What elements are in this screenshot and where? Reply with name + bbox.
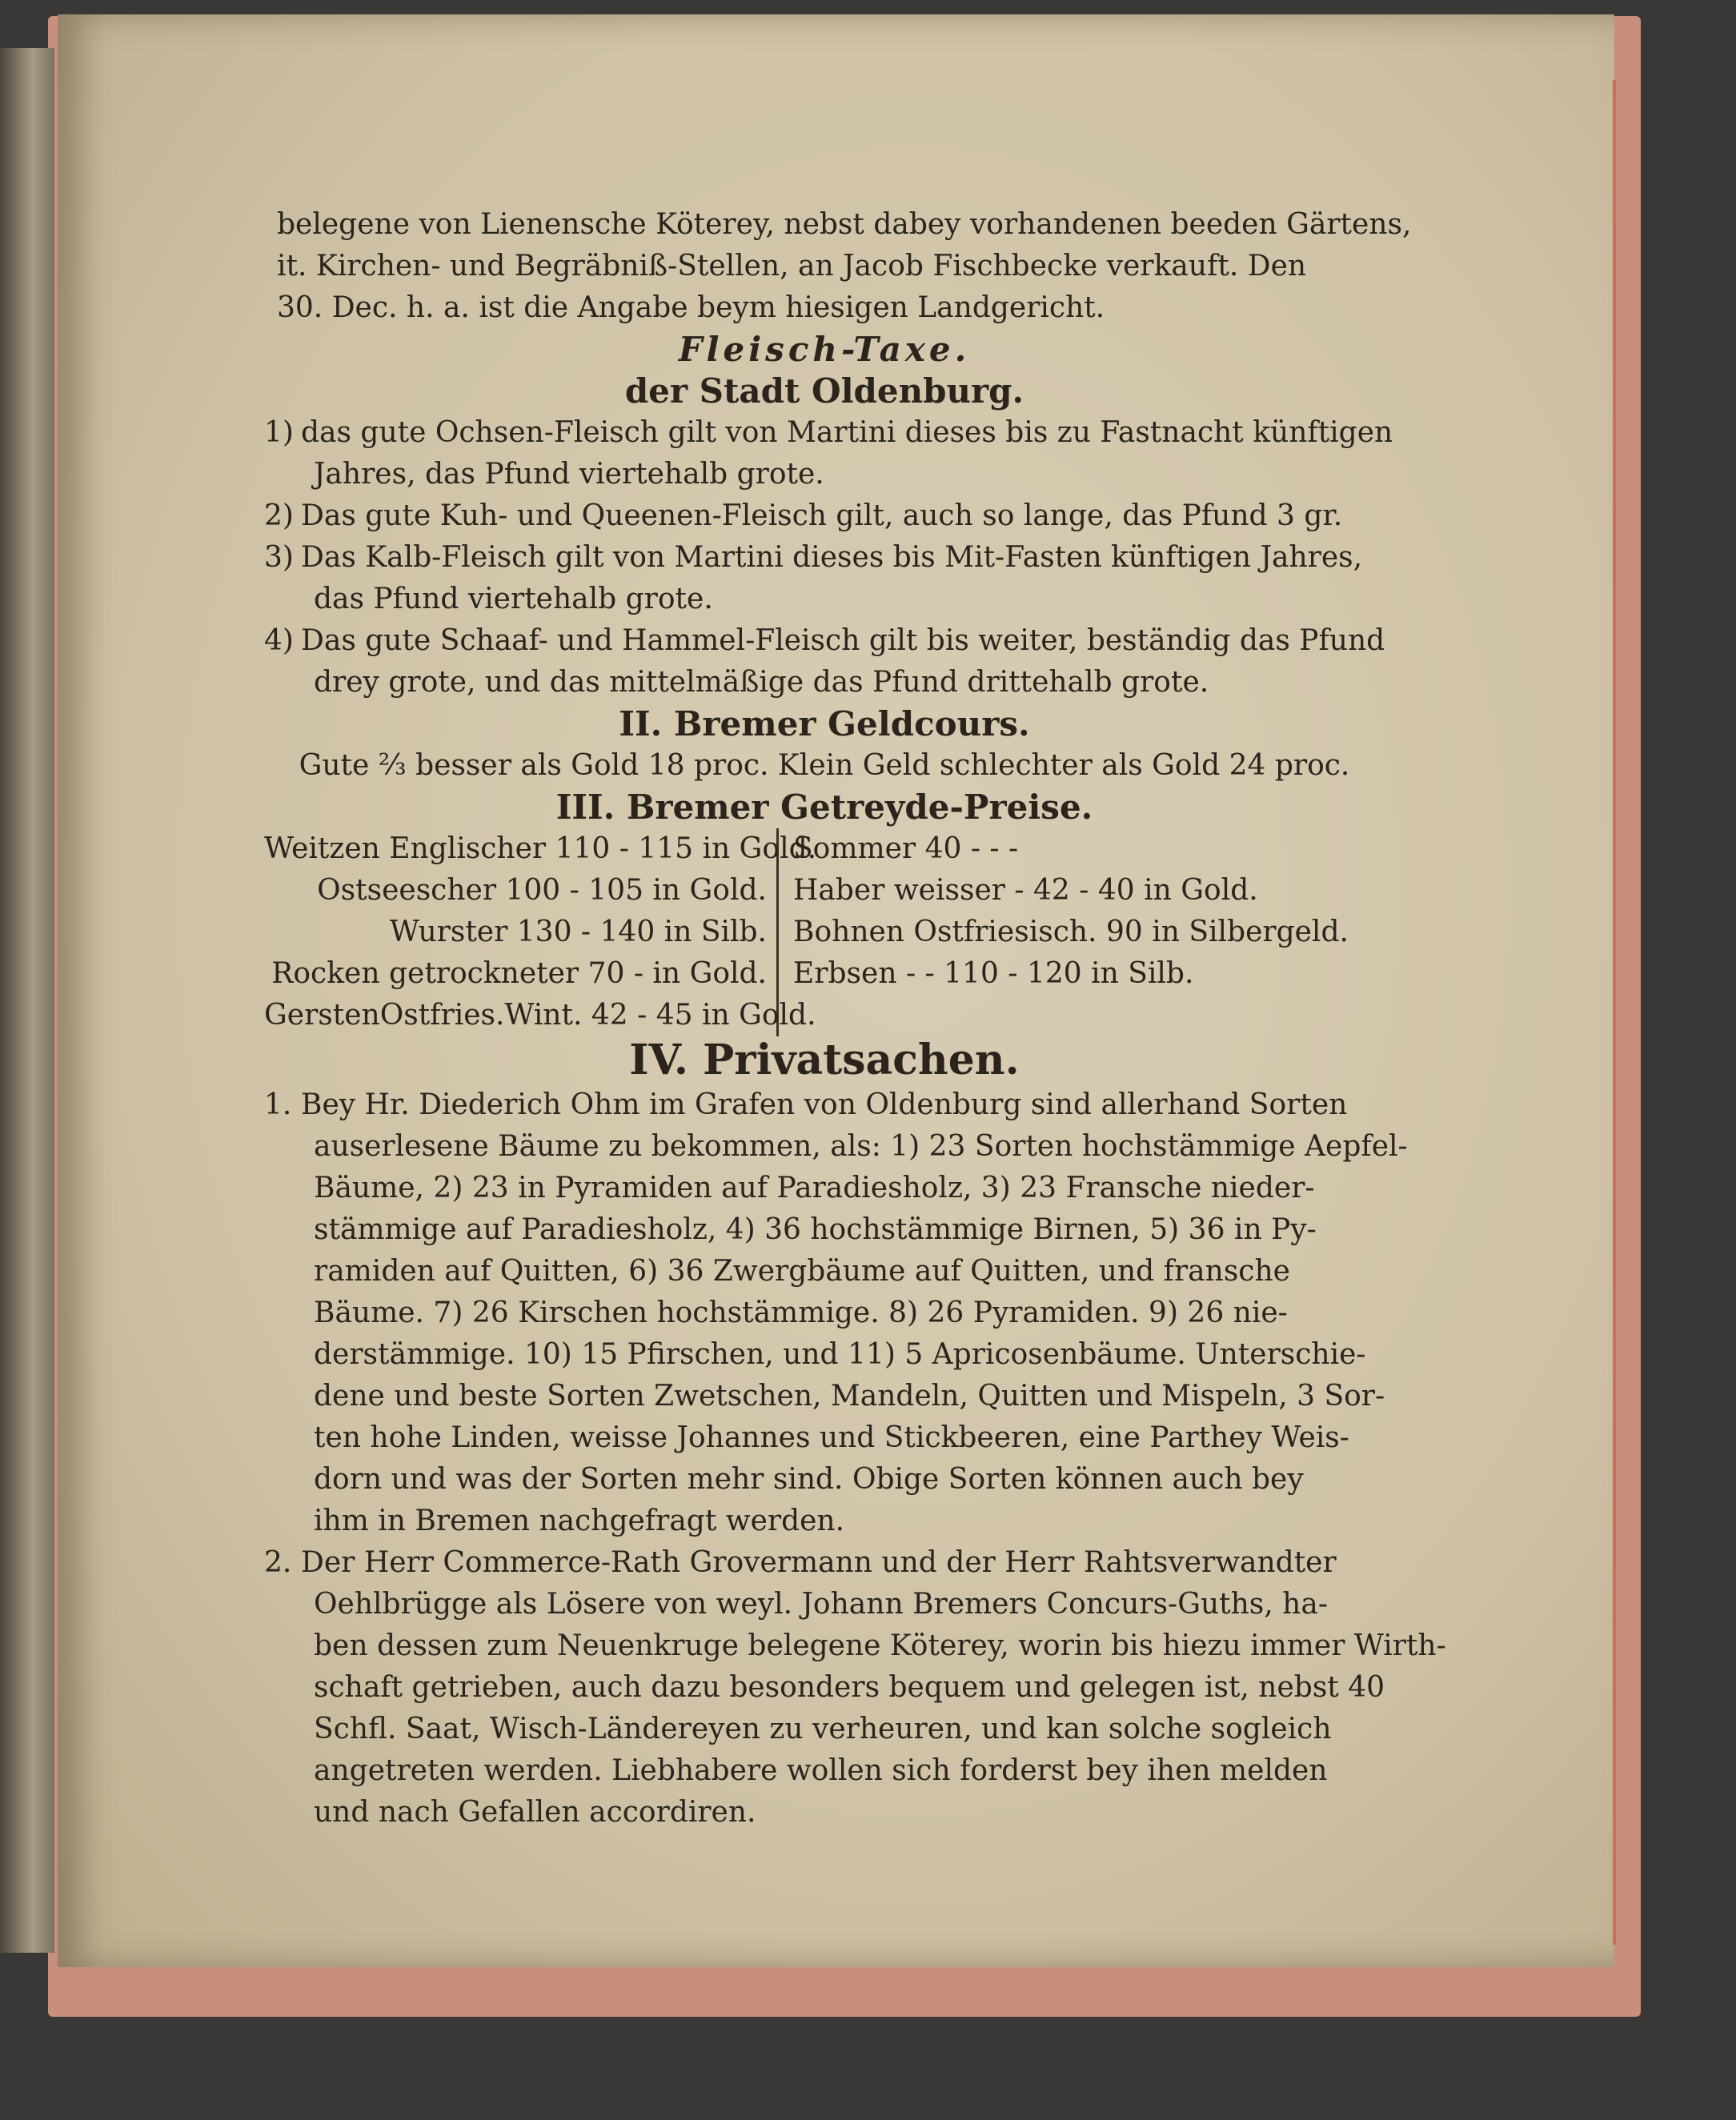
list-item xyxy=(264,1542,1385,1584)
price-column-right xyxy=(779,828,1385,1036)
item-number: 1. xyxy=(264,1088,292,1121)
list-item xyxy=(264,620,1385,662)
list-item xyxy=(264,537,1385,579)
item-number: 4) xyxy=(264,624,294,657)
geldcours-line: Gute ⅔ besser als Gold 18 proc. Klein Geld schlechter als Gold 24 proc. xyxy=(299,749,1350,782)
section-title-privatsachen: IV. Privatsachen. xyxy=(629,1036,1020,1084)
text-line: belegene von Lienensche Köterey, nebst dabey vorhandenen beeden Gärtens, xyxy=(277,208,1412,241)
price-row: Sommer 40 - - - xyxy=(793,832,1019,865)
item-text: Das gute Schaaf- und Hammel-Fleisch gilt bis weiter, beständig das Pfund xyxy=(301,624,1385,657)
price-row: Rocken getrockneter 70 - in Gold. xyxy=(271,957,767,990)
item-text: Bey Hr. Diederich Ohm im Grafen von Oldenburg sind allerhand Sorten xyxy=(301,1088,1348,1121)
item-text: das gute Ochsen-Fleisch gilt von Martini dieses bis zu Fastnacht künftigen xyxy=(301,416,1393,449)
item-text: Schfl. Saat, Wisch-Ländereyen zu verheuren, und kan solche sogleich xyxy=(314,1713,1332,1745)
item-text: dorn und was der Sorten mehr sind. Obige Sorten können auch bey xyxy=(314,1463,1304,1496)
item-text: derstämmige. 10) 15 Pfirschen, und 11) 5 Apricosenbäume. Unterschie- xyxy=(314,1338,1366,1371)
price-row: Ostseescher 100 - 105 in Gold. xyxy=(317,874,767,907)
section-title-getreyde: III. Bremer Getreyde-Preise. xyxy=(555,787,1093,827)
price-row: Erbsen - - 110 - 120 in Silb. xyxy=(793,957,1194,990)
item-text: Das gute Kuh- und Queenen-Fleisch gilt, auch so lange, das Pfund 3 gr. xyxy=(301,499,1343,532)
section-title-fleisch: Fleisch-Taxe. xyxy=(678,330,971,369)
item-text: Der Herr Commerce-Rath Grovermann und der Herr Rahtsverwandter xyxy=(301,1546,1337,1579)
item-number: 2. xyxy=(264,1546,292,1579)
price-table xyxy=(264,828,1385,1036)
item-number: 2) xyxy=(264,499,294,532)
item-text: und nach Gefallen accordiren. xyxy=(314,1796,756,1829)
item-number: 3) xyxy=(264,541,294,574)
item-text: stämmige auf Paradiesholz, 4) 36 hochstämmige Birnen, 5) 36 in Py- xyxy=(314,1213,1317,1246)
item-text: drey grote, und das mittelmäßige das Pfund drittehalb grote. xyxy=(314,666,1209,699)
item-text: dene und beste Sorten Zwetschen, Mandeln, Quitten und Mispeln, 3 Sor- xyxy=(314,1380,1385,1413)
price-row: Haber weisser - 42 - 40 in Gold. xyxy=(793,874,1258,907)
text-line: 30. Dec. h. a. ist die Angabe beym hiesigen Landgericht. xyxy=(277,291,1105,324)
item-text: Jahres, das Pfund viertehalb grote. xyxy=(314,458,824,491)
section-title-geldcours: II. Bremer Geldcours. xyxy=(619,704,1030,743)
item-text: das Pfund viertehalb grote. xyxy=(314,583,713,615)
item-text: Oehlbrügge als Lösere von weyl. Johann Bremers Concurs-Guths, ha- xyxy=(314,1588,1328,1621)
item-text: angetreten werden. Liebhabere wollen sich forderst bey ihen melden xyxy=(314,1754,1328,1787)
item-text: Das Kalb-Fleisch gilt von Martini dieses bis Mit-Fasten künftigen Jahres, xyxy=(301,541,1363,574)
item-text: Bäume, 2) 23 in Pyramiden auf Paradiesholz, 3) 23 Fransche nieder- xyxy=(314,1172,1315,1204)
page-text xyxy=(264,204,1446,1833)
list-item xyxy=(264,412,1393,454)
section-subtitle-oldenburg: der Stadt Oldenburg. xyxy=(624,371,1024,411)
price-column-left xyxy=(264,828,817,1036)
page-edge-line xyxy=(1613,80,1616,1945)
item-text: schaft getrieben, auch dazu besonders bequem und gelegen ist, nebst 40 xyxy=(314,1671,1385,1704)
previous-page-edge xyxy=(0,48,54,1953)
list-item xyxy=(264,1084,1385,1126)
item-text: ten hohe Linden, weisse Johannes und Stickbeeren, eine Parthey Weis- xyxy=(314,1421,1349,1454)
item-text: ihm in Bremen nachgefragt werden. xyxy=(314,1505,845,1537)
text-line: it. Kirchen- und Begräbniß-Stellen, an Jacob Fischbecke verkauft. Den xyxy=(277,250,1307,283)
item-text: ben dessen zum Neuenkruge belegene Köterey, worin bis hiezu immer Wirth- xyxy=(314,1629,1446,1662)
price-row: Bohnen Ostfriesisch. 90 in Silbergeld. xyxy=(793,916,1349,948)
item-text: auserlesene Bäume zu bekommen, als: 1) 23 Sorten hochstämmige Aepfel- xyxy=(314,1130,1408,1163)
item-text: ramiden auf Quitten, 6) 36 Zwergbäume auf Quitten, und fransche xyxy=(314,1255,1290,1288)
item-text: Bäume. 7) 26 Kirschen hochstämmige. 8) 26 Pyramiden. 9) 26 nie- xyxy=(314,1296,1288,1329)
price-row: Wurster 130 - 140 in Silb. xyxy=(389,916,767,948)
price-row: Weitzen Englischer 110 - 115 in Gold. xyxy=(264,832,817,865)
list-item xyxy=(264,495,1385,537)
price-row: GerstenOstfries.Wint. 42 - 45 in Gold. xyxy=(264,999,816,1032)
item-number: 1) xyxy=(264,416,294,449)
